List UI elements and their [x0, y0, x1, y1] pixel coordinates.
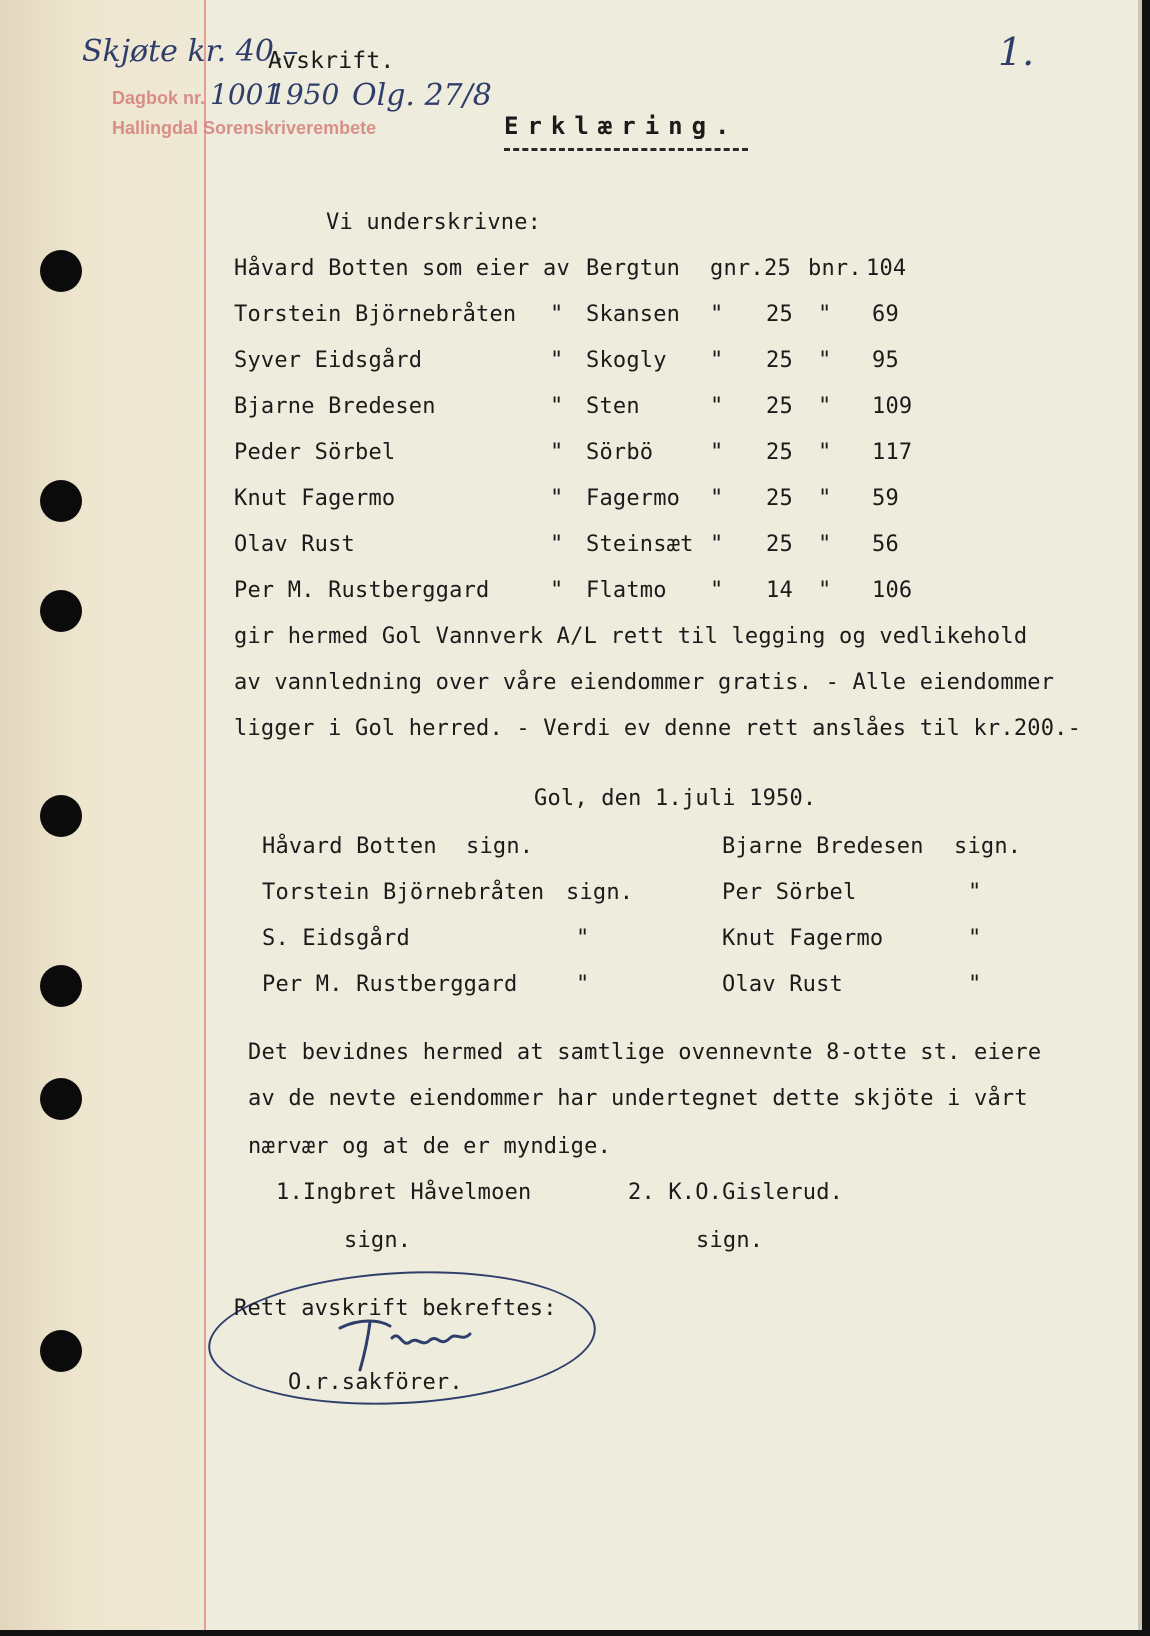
bnr-label: " [818, 532, 832, 557]
owner-name: Bjarne Bredesen [234, 394, 436, 419]
owner-relation: som eier av [422, 256, 570, 281]
owner-relation: " [550, 302, 564, 327]
farm-name: Bergtun [586, 256, 681, 281]
punch-hole [40, 1330, 82, 1372]
page-number: 1. [998, 30, 1035, 74]
owner-name: Håvard Botten [234, 256, 409, 281]
place-date: Gol, den 1.juli 1950. [534, 786, 817, 811]
owner-relation: " [550, 440, 564, 465]
bnr-label: " [818, 348, 832, 373]
bnr-value: 106 [872, 578, 913, 603]
bnr-label: bnr. [808, 256, 862, 281]
gnr-value: 25 [764, 256, 791, 281]
punch-hole [40, 965, 82, 1007]
gnr-label: " [710, 578, 724, 603]
farm-name: Sten [586, 394, 640, 419]
farm-name: Steinsæt [586, 532, 694, 557]
bnr-label: " [818, 302, 832, 327]
farm-name: Fagermo [586, 486, 681, 511]
handwritten-signature [330, 1308, 490, 1378]
bnr-value: 104 [866, 256, 907, 281]
title-underline [504, 148, 748, 151]
bnr-label: " [818, 394, 832, 419]
punch-hole [40, 250, 82, 292]
stamp-initials: Olg. 27/8 [352, 78, 492, 113]
signatory-name: Per M. Rustberggard [262, 972, 518, 997]
owner-relation: " [550, 532, 564, 557]
owner-relation: " [550, 394, 564, 419]
bnr-value: 69 [872, 302, 899, 327]
grant-line: gir hermed Gol Vannverk A/L rett til legging og vedlikehold [234, 624, 1028, 649]
bnr-label: " [818, 486, 832, 511]
bnr-label: " [818, 440, 832, 465]
intro-text: Vi underskrivne: [326, 210, 542, 235]
witness-line: Det bevidnes hermed at samtlige ovennevnte 8-otte st. eiere [248, 1040, 1042, 1065]
witness-line: av de nevte eiendommer har undertegnet dette skjöte i vårt [248, 1086, 1028, 1111]
gnr-label: gnr. [710, 256, 764, 281]
signatory-name: Knut Fagermo [722, 926, 884, 951]
signatory-mark: sign. [954, 834, 1022, 859]
owner-name: Peder Sörbel [234, 440, 396, 465]
stamp-dagbok-label: Dagbok nr. [112, 88, 206, 108]
signatory-mark: sign. [466, 834, 534, 859]
gnr-label: " [710, 486, 724, 511]
owner-name: Torstein Björnebråten [234, 302, 517, 327]
handwritten-reference: Skjøte kr. 40.– [82, 34, 299, 69]
farm-name: Skogly [586, 348, 667, 373]
stamp-office: Hallingdal Sorenskriverembete [112, 118, 377, 138]
witness-name: 2. K.O.Gislerud. [628, 1180, 844, 1205]
certification-title: O.r.sakförer. [288, 1370, 463, 1395]
signatory-name: Torstein Björnebråten [262, 880, 545, 905]
certification-text: Rett avskrift bekreftes: [234, 1296, 557, 1321]
gnr-value: 25 [766, 302, 793, 327]
stamp-year: 1950 [268, 78, 340, 111]
gnr-label: " [710, 394, 724, 419]
witness-line: nærvær og at de er myndige. [248, 1134, 612, 1159]
owner-relation: " [550, 348, 564, 373]
gnr-value: 25 [766, 532, 793, 557]
signatory-mark: " [968, 880, 982, 905]
binding-margin [0, 0, 205, 1630]
bnr-value: 56 [872, 532, 899, 557]
bnr-label: " [818, 578, 832, 603]
gnr-label: " [710, 532, 724, 557]
owner-name: Syver Eidsgård [234, 348, 423, 373]
document-title: Erklæring. [504, 112, 739, 140]
punch-hole [40, 590, 82, 632]
gnr-value: 14 [766, 578, 793, 603]
gnr-value: 25 [766, 348, 793, 373]
signatory-name: Håvard Botten [262, 834, 437, 859]
stamp-number: 1001 [210, 78, 282, 111]
owner-relation: " [550, 486, 564, 511]
witness-sign: sign. [696, 1228, 764, 1253]
gnr-value: 25 [766, 486, 793, 511]
owner-relation: " [550, 578, 564, 603]
witness-name: 1.Ingbret Håvelmoen [276, 1180, 532, 1205]
owner-name: Per M. Rustberggard [234, 578, 490, 603]
gnr-value: 25 [766, 394, 793, 419]
owner-name: Olav Rust [234, 532, 356, 557]
punch-hole [40, 1078, 82, 1120]
gnr-label: " [710, 302, 724, 327]
owner-name: Knut Fagermo [234, 486, 396, 511]
bnr-value: 59 [872, 486, 899, 511]
signatory-mark: " [576, 972, 590, 997]
farm-name: Flatmo [586, 578, 667, 603]
signatory-mark: " [576, 926, 590, 951]
bnr-value: 117 [872, 440, 913, 465]
signatory-name: S. Eidsgård [262, 926, 410, 951]
punch-hole [40, 795, 82, 837]
margin-rule [204, 0, 206, 1630]
farm-name: Skansen [586, 302, 681, 327]
grant-line: av vannledning over våre eiendommer gratis. - Alle eiendommer [234, 670, 1055, 695]
gnr-label: " [710, 348, 724, 373]
gnr-label: " [710, 440, 724, 465]
signatory-name: Olav Rust [722, 972, 844, 997]
farm-name: Sörbö [586, 440, 654, 465]
signatory-name: Bjarne Bredesen [722, 834, 924, 859]
signatory-mark: " [968, 926, 982, 951]
avskrift-label: Avskrift. [268, 48, 395, 74]
signatory-mark: " [968, 972, 982, 997]
bnr-value: 95 [872, 348, 899, 373]
punch-hole [40, 480, 82, 522]
signatory-name: Per Sörbel [722, 880, 857, 905]
witness-sign: sign. [344, 1228, 412, 1253]
gnr-value: 25 [766, 440, 793, 465]
bnr-value: 109 [872, 394, 913, 419]
grant-line: ligger i Gol herred. - Verdi ev denne rett anslåes til kr.200.- [234, 716, 1082, 741]
signatory-mark: sign. [566, 880, 634, 905]
